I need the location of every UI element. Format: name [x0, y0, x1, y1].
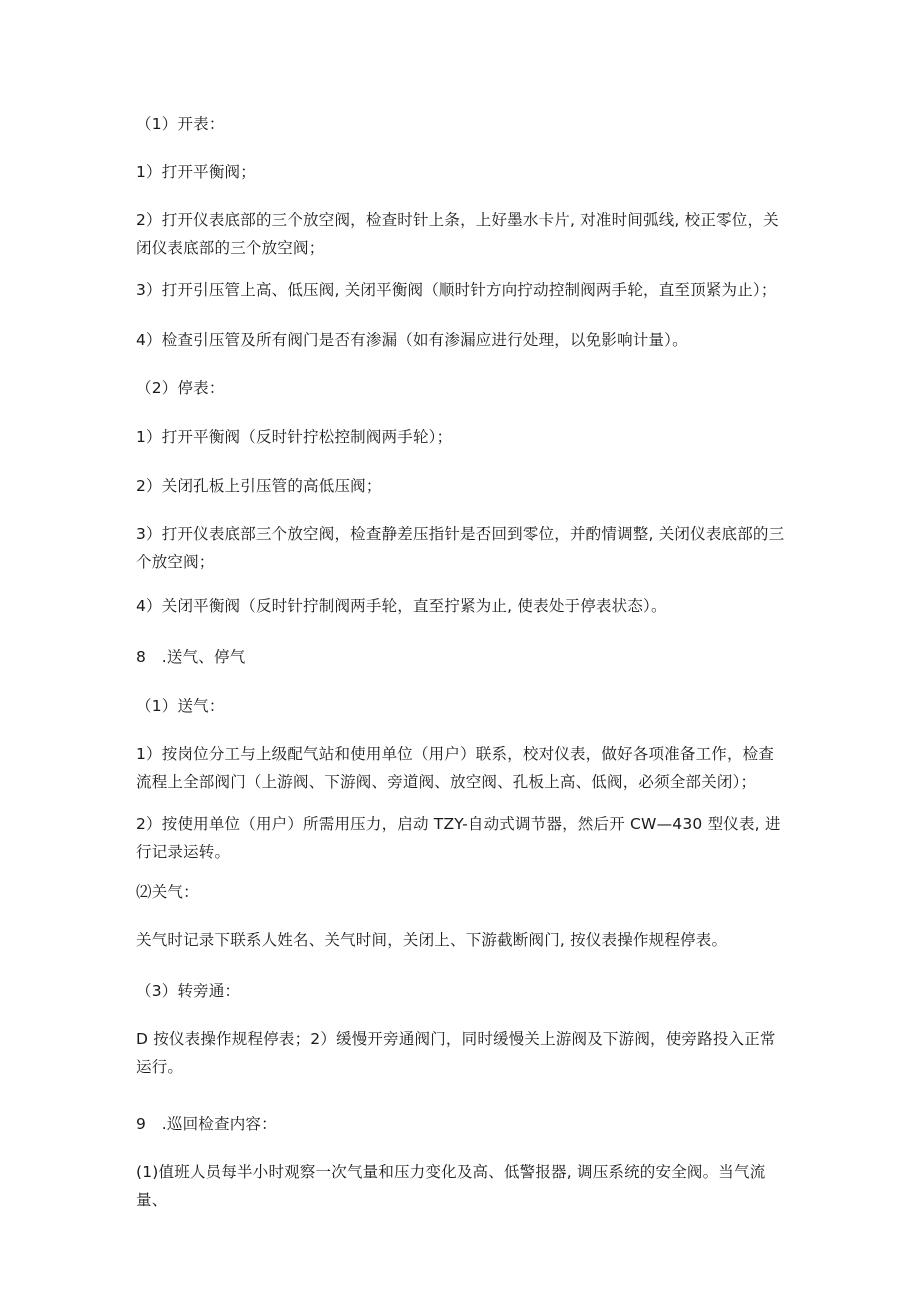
step-paragraph: (1)值班人员每半小时观察一次气量和压力变化及高、低警报器, 调压系统的安全阀。当气流量、	[136, 1163, 766, 1209]
step-paragraph: 1）打开平衡阀（反时针拧松控制阀两手轮）；	[136, 428, 453, 446]
step-paragraph: 4）检查引压管及所有阀门是否有渗漏（如有渗漏应进行处理，以免影响计量）。	[136, 331, 688, 349]
step-paragraph: D 按仪表操作规程停表；2）缓慢开旁通阀门，同时缓慢关上游阀及下游阀，使旁路投入正常运行。	[136, 1030, 776, 1076]
step-paragraph: 2）按使用单位（用户）所需用压力，启动 TZY-自动式调节器，然后开 CW—430 型仪表, 进行记录运转。	[136, 815, 781, 861]
step-paragraph: 2）关闭孔板上引压管的高低压阀；	[136, 477, 382, 495]
step-paragraph: 1）打开平衡阀；	[136, 163, 256, 181]
section-heading-stop-meter: （2）停表：	[136, 379, 225, 397]
section-heading-gas-supply: 8 .送气、停气	[136, 648, 246, 666]
step-paragraph: 3）打开引压管上高、低压阀, 关闭平衡阀（顺时针方向拧动控制阀两手轮，直至顶紧为止）；	[136, 281, 777, 299]
section-heading-inspection: 9 .巡回检查内容：	[136, 1115, 277, 1133]
step-paragraph: 1）按岗位分工与上级配气站和使用单位（用户）联系，校对仪表，做好各项准备工作，检查流程上全部阀门（上游阀、下游阀、旁道阀、放空阀、孔板上高、低阀，必须全部关闭）；	[136, 745, 775, 791]
step-paragraph: 4）关闭平衡阀（反时针拧制阀两手轮，直至拧紧为止, 使表处于停表状态）。	[136, 597, 667, 615]
step-paragraph: 关气时记录下联系人姓名、关气时间，关闭上、下游截断阀门, 按仪表操作规程停表。	[136, 931, 728, 949]
section-heading-shutoff: ⑵关气：	[136, 883, 199, 901]
step-paragraph: 2）打开仪表底部的三个放空阀，检查时针上条，上好墨水卡片, 对准时间弧线, 校正零位，关闭仪表底部的三个放空阀；	[136, 211, 779, 257]
step-paragraph: 3）打开仪表底部三个放空阀，检查静差压指针是否回到零位，并酌情调整, 关闭仪表底部的三个放空阀；	[136, 525, 785, 571]
section-heading-bypass: （3）转旁通：	[136, 982, 241, 1000]
section-heading-supply: （1）送气：	[136, 697, 225, 715]
section-heading-open-meter: （1）开表：	[136, 115, 225, 133]
